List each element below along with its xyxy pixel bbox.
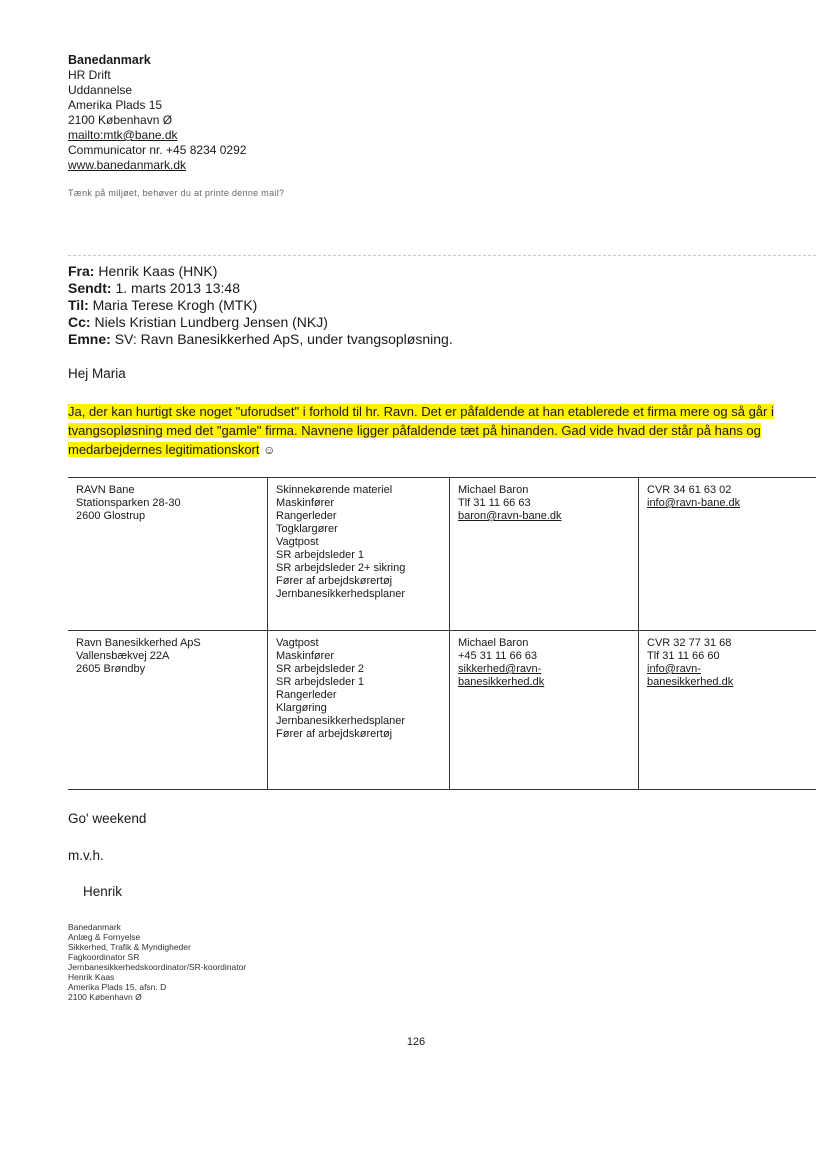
communicator-number: Communicator nr. +45 8234 0292	[68, 143, 247, 157]
contact-cell: Michael Baron Tlf 31 11 66 63 baron@ravn-bane.dk	[450, 478, 639, 631]
contact-email-link[interactable]: baron@ravn-bane.dk	[458, 510, 562, 522]
address-cell: RAVN Bane Stationsparken 28-30 2600 Glostrup	[68, 478, 268, 631]
department-line: Uddannelse	[68, 83, 133, 97]
email-header	[68, 263, 453, 348]
contact-cell: Michael Baron +45 31 11 66 63 sikkerhed@ravn- banesikkerhed.dk	[450, 631, 639, 790]
signature-block-bottom: Banedanmark Anlæg & Fornyelse Sikkerhed, Trafik & Myndigheder Fagkoordinator SR Jernbanesikkerhedskoordinator/SR-koordinator Henrik Kaas Amerika Plads 15, afsn. D 2100 København Ø	[68, 922, 247, 1002]
to-row: Til: Maria Terese Krogh (MTK)	[68, 297, 258, 313]
table-row	[68, 478, 816, 631]
sent-value: 1. marts 2013 13:48	[115, 280, 240, 296]
cc-value: Niels Kristian Lundberg Jensen (NKJ)	[94, 314, 328, 330]
from-row: Fra: Henrik Kaas (HNK)	[68, 263, 218, 279]
roles-cell: Vagtpost Maskinfører SR arbejdsleder 2 SR arbejdsleder 1 Rangerleder Klargøring Jernbanesikkerhedsplaner Fører af arbejdskørertøj	[268, 631, 450, 790]
signature-block-top	[68, 53, 246, 173]
signer-name: Henrik	[83, 884, 123, 899]
street-address: Amerika Plads 15	[68, 98, 163, 112]
to-value: Maria Terese Krogh (MTK)	[92, 297, 258, 313]
cc-row: Cc: Niels Kristian Lundberg Jensen (NKJ)	[68, 314, 328, 330]
table-row	[68, 631, 816, 790]
company-email-link[interactable]: banesikkerhed.dk	[647, 676, 734, 688]
address-cell: Ravn Banesikkerhed ApS Vallensbækvej 22A 2605 Brøndby	[68, 631, 268, 790]
contact-email-link[interactable]: sikkerhed@ravn-	[458, 663, 542, 675]
department-line: HR Drift	[68, 68, 111, 82]
header-separator	[68, 255, 816, 256]
regards-line: m.v.h.	[68, 848, 104, 863]
subject-value: SV: Ravn Banesikkerhed ApS, under tvangsopløsning.	[114, 331, 453, 347]
greeting: Hej Maria	[68, 366, 126, 381]
from-value: Henrik Kaas (HNK)	[98, 263, 218, 279]
highlighted-text: Ja, der kan hurtigt ske noget "uforudset" i forhold til hr. Ravn. Det er påfaldende at han etablerede et firma mere og så går i tvangsopløsning med det "gamle" firma. Navnene ligger påfaldende tæt på hinanden. Gad vide hvad der står på hans og medarbejdernes legitimationskort	[68, 404, 774, 457]
company-email-link[interactable]: info@ravn-bane.dk	[647, 497, 741, 509]
mailto-link[interactable]: mailto:mtk@bane.dk	[68, 128, 178, 142]
contact-email-link[interactable]: banesikkerhed.dk	[458, 676, 545, 688]
subject-row: Emne: SV: Ravn Banesikkerhed ApS, under tvangsopløsning.	[68, 331, 453, 347]
company-comparison-table	[68, 477, 816, 790]
company-info-cell: CVR 32 77 31 68 Tlf 31 11 66 60 info@ravn- banesikkerhed.dk	[639, 631, 817, 790]
eco-note: Tænk på miljøet, behøver du at printe denne mail?	[68, 188, 285, 198]
smiley-icon: ☺	[263, 443, 276, 457]
company-info-cell: CVR 34 61 63 02 info@ravn-bane.dk	[639, 478, 817, 631]
company-email-link[interactable]: info@ravn-	[647, 663, 701, 675]
highlighted-paragraph	[68, 402, 816, 460]
company-name: Banedanmark	[68, 53, 151, 67]
sent-row: Sendt: 1. marts 2013 13:48	[68, 280, 240, 296]
city-line: 2100 København Ø	[68, 113, 173, 127]
closing-line: Go' weekend	[68, 811, 147, 826]
website-link[interactable]: www.banedanmark.dk	[68, 158, 187, 172]
page-number: 126	[406, 1036, 426, 1048]
roles-cell: Skinnekørende materiel Maskinfører Rangerleder Togklargører Vagtpost SR arbejdsleder 1 SR arbejdsleder 2+ sikring Fører af arbejdskørertøj Jernbanesikkerhedsplaner	[268, 478, 450, 631]
